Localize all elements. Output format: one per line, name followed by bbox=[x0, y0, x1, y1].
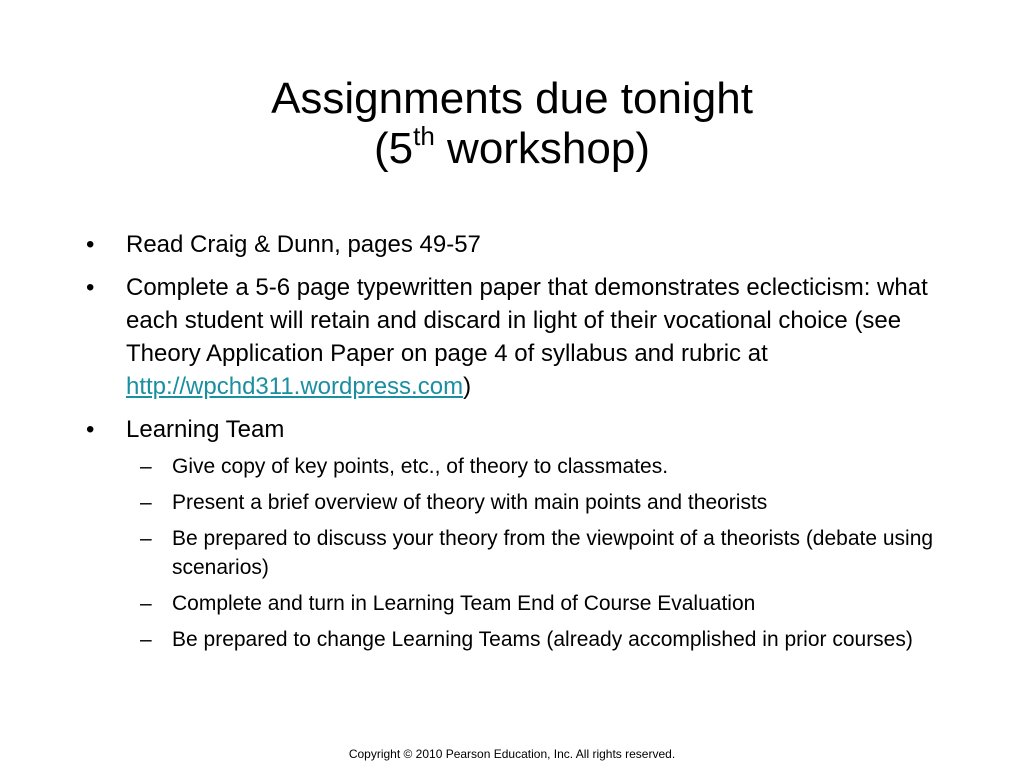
title-line-2-suffix: workshop) bbox=[434, 124, 650, 173]
bullet-icon: • bbox=[86, 231, 95, 258]
sub-bullet-item bbox=[126, 524, 962, 582]
dash-icon: – bbox=[140, 628, 152, 651]
sub-bullet-text: Be prepared to discuss your theory from the viewpoint of a theorists (debate using scenarios) bbox=[172, 527, 934, 579]
bullet-text-end: ) bbox=[463, 373, 472, 400]
sub-bullet-text: Present a brief overview of theory with main points and theorists bbox=[172, 491, 768, 514]
title-superscript: th bbox=[413, 121, 435, 151]
bullet-icon: • bbox=[86, 416, 95, 443]
sub-bullet-text: Give copy of key points, etc., of theory to classmates. bbox=[172, 455, 669, 478]
rubric-link[interactable]: http://wpchd311.wordpress.com bbox=[126, 373, 464, 400]
bullet-text: Read Craig & Dunn, pages 49-57 bbox=[126, 231, 481, 258]
sub-bullet-list bbox=[126, 452, 962, 654]
bullet-item-learning-team bbox=[82, 413, 962, 654]
sub-bullet-item bbox=[126, 452, 962, 481]
dash-icon: – bbox=[140, 455, 152, 478]
sub-bullet-item bbox=[126, 625, 962, 654]
title-line-1: Assignments due tonight bbox=[271, 74, 753, 123]
bullet-text: Complete a 5-6 page typewritten paper that demonstrates eclecticism: what each student will retain and discard in light of their vocational choice (see Theory Application Paper on page 4 of syllabus and rubric at bbox=[126, 274, 928, 367]
bullet-item-paper bbox=[82, 271, 962, 403]
title-line-2-prefix: (5 bbox=[374, 124, 414, 173]
dash-icon: – bbox=[140, 491, 152, 514]
copyright-footer: Copyright © 2010 Pearson Education, Inc. All rights reserved. bbox=[348, 747, 676, 761]
dash-icon: – bbox=[140, 592, 152, 615]
slide-title bbox=[0, 74, 1024, 179]
sub-bullet-item bbox=[126, 488, 962, 517]
bullet-text: Learning Team bbox=[126, 416, 285, 443]
bullet-list bbox=[82, 228, 962, 654]
sub-bullet-text: Complete and turn in Learning Team End of Course Evaluation bbox=[172, 592, 756, 615]
bullet-icon: • bbox=[86, 274, 95, 301]
sub-bullet-item bbox=[126, 589, 962, 618]
dash-icon: – bbox=[140, 527, 152, 550]
title-line-2 bbox=[0, 121, 1024, 179]
sub-bullet-text: Be prepared to change Learning Teams (already accomplished in prior courses) bbox=[172, 628, 913, 651]
bullet-item-reading bbox=[82, 228, 962, 261]
slide-body bbox=[82, 228, 962, 664]
